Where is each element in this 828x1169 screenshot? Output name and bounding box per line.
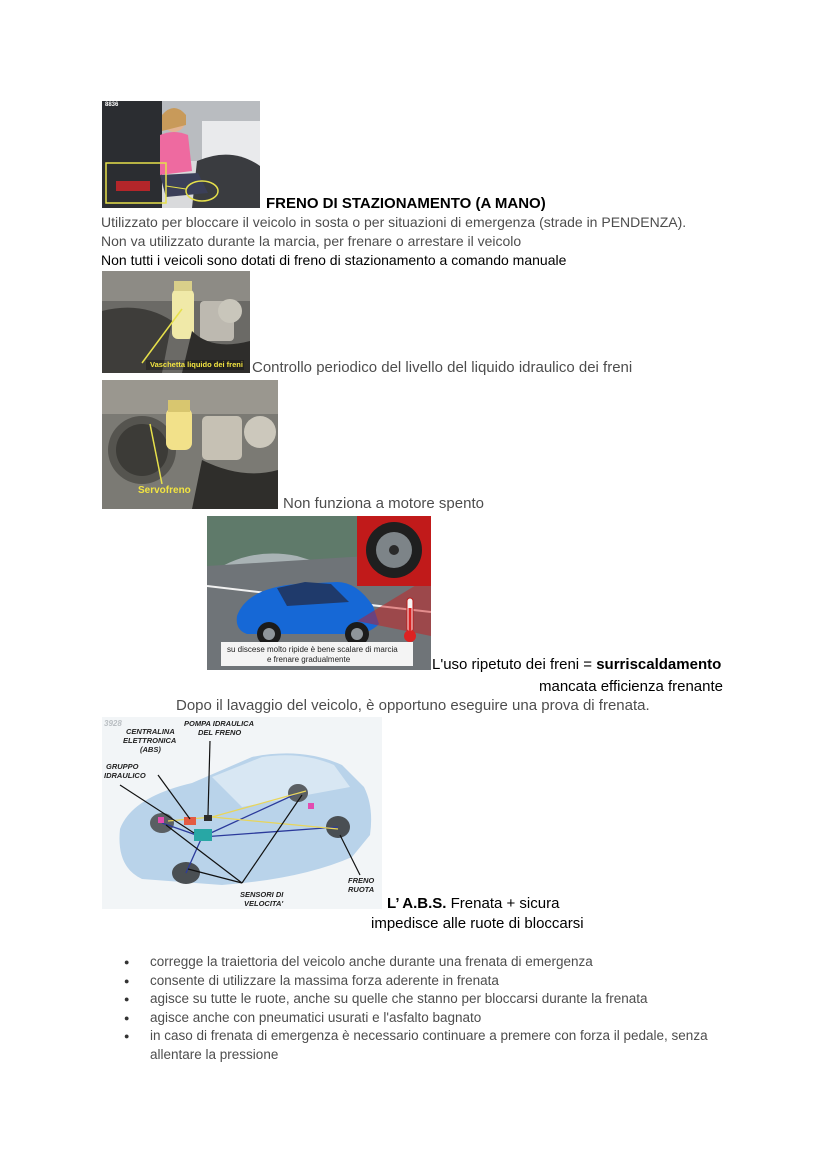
parking-brake-image [102, 101, 260, 208]
overheating-text-prefix: L'uso ripetuto dei freni = [432, 656, 597, 673]
brake-fluid-caption: Vaschetta liquido dei freni [150, 360, 243, 369]
abs-diagram [102, 717, 382, 909]
label-wheel-2: RUOTA [348, 885, 375, 894]
label-sensors-2: VELOCITA' [244, 899, 284, 908]
list-item: ● consente di utilizzare la massima forza aderente in frenata [122, 972, 722, 991]
list-item: ● agisce su tutte le ruote, anche su quelle che stanno per bloccarsi durante la frenata [122, 990, 722, 1009]
washing-test-text: Dopo il lavaggio del veicolo, è opportuno eseguire una prova di frenata. [176, 697, 650, 714]
brake-booster-image [102, 380, 278, 509]
downhill-caption-line-2: e frenare gradualmente [267, 655, 351, 664]
downhill-car-image [207, 516, 431, 670]
label-pump-1: POMPA IDRAULICA [184, 719, 254, 728]
brake-fluid-text: Controllo periodico del livello del liquido idraulico dei freni [252, 359, 633, 376]
overheating-text-bold: surriscaldamento [596, 656, 722, 673]
list-item: ● corregge la traiettoria del veicolo anche durante una frenata di emergenza [122, 953, 722, 972]
parking-brake-line-3: Non tutti i veicoli sono dotati di freno di stazionamento a comando manuale [101, 252, 567, 268]
abs-bullet-list [122, 953, 722, 1064]
label-sensors-1: SENSORI DI [240, 890, 284, 899]
label-group-2: IDRAULICO [104, 771, 146, 780]
diagram-tag: 3928 [104, 719, 122, 728]
list-item: ● in caso di frenata di emergenza è necessario continuare a premere con forza il pedale, senza allentare la pressione [122, 1027, 710, 1064]
abs-title-bold: L’ A.B.S. [387, 895, 447, 912]
downhill-caption-line-1: su discese molto ripide è bene scalare di marcia [227, 645, 398, 654]
abs-title-rest: Frenata + sicura [446, 895, 560, 912]
label-group-1: GRUPPO [106, 762, 139, 771]
label-ecu-2: ELETTRONICA [123, 736, 177, 745]
brake-fluid-image [102, 271, 250, 373]
section-title-parking-brake: FRENO DI STAZIONAMENTO (A MANO) [266, 195, 546, 212]
label-ecu-3: (ABS) [140, 745, 161, 754]
overheating-text [432, 655, 721, 674]
image-tag: 8836 [105, 102, 119, 108]
brake-booster-text: Non funziona a motore spento [283, 495, 484, 512]
label-ecu-1: CENTRALINA [126, 727, 175, 736]
label-wheel-1: FRENO [348, 876, 375, 885]
abs-diagram-image [102, 717, 382, 909]
list-item: ● agisce anche con pneumatici usurati e l'asfalto bagnato [122, 1009, 722, 1028]
parking-brake-line-1: Utilizzato per bloccare il veicolo in sosta o per situazioni di emergenza (strade in PENDENZA). [101, 214, 687, 230]
brake-booster-caption: Servofreno [138, 485, 191, 496]
abs-subtitle: impedisce alle ruote di bloccarsi [371, 915, 584, 932]
label-pump-2: DEL FRENO [198, 728, 242, 737]
abs-title [387, 894, 559, 913]
parking-brake-line-2: Non va utilizzato durante la marcia, per frenare o arrestare il veicolo [101, 233, 522, 249]
braking-efficiency-text: mancata efficienza frenante [539, 678, 724, 695]
